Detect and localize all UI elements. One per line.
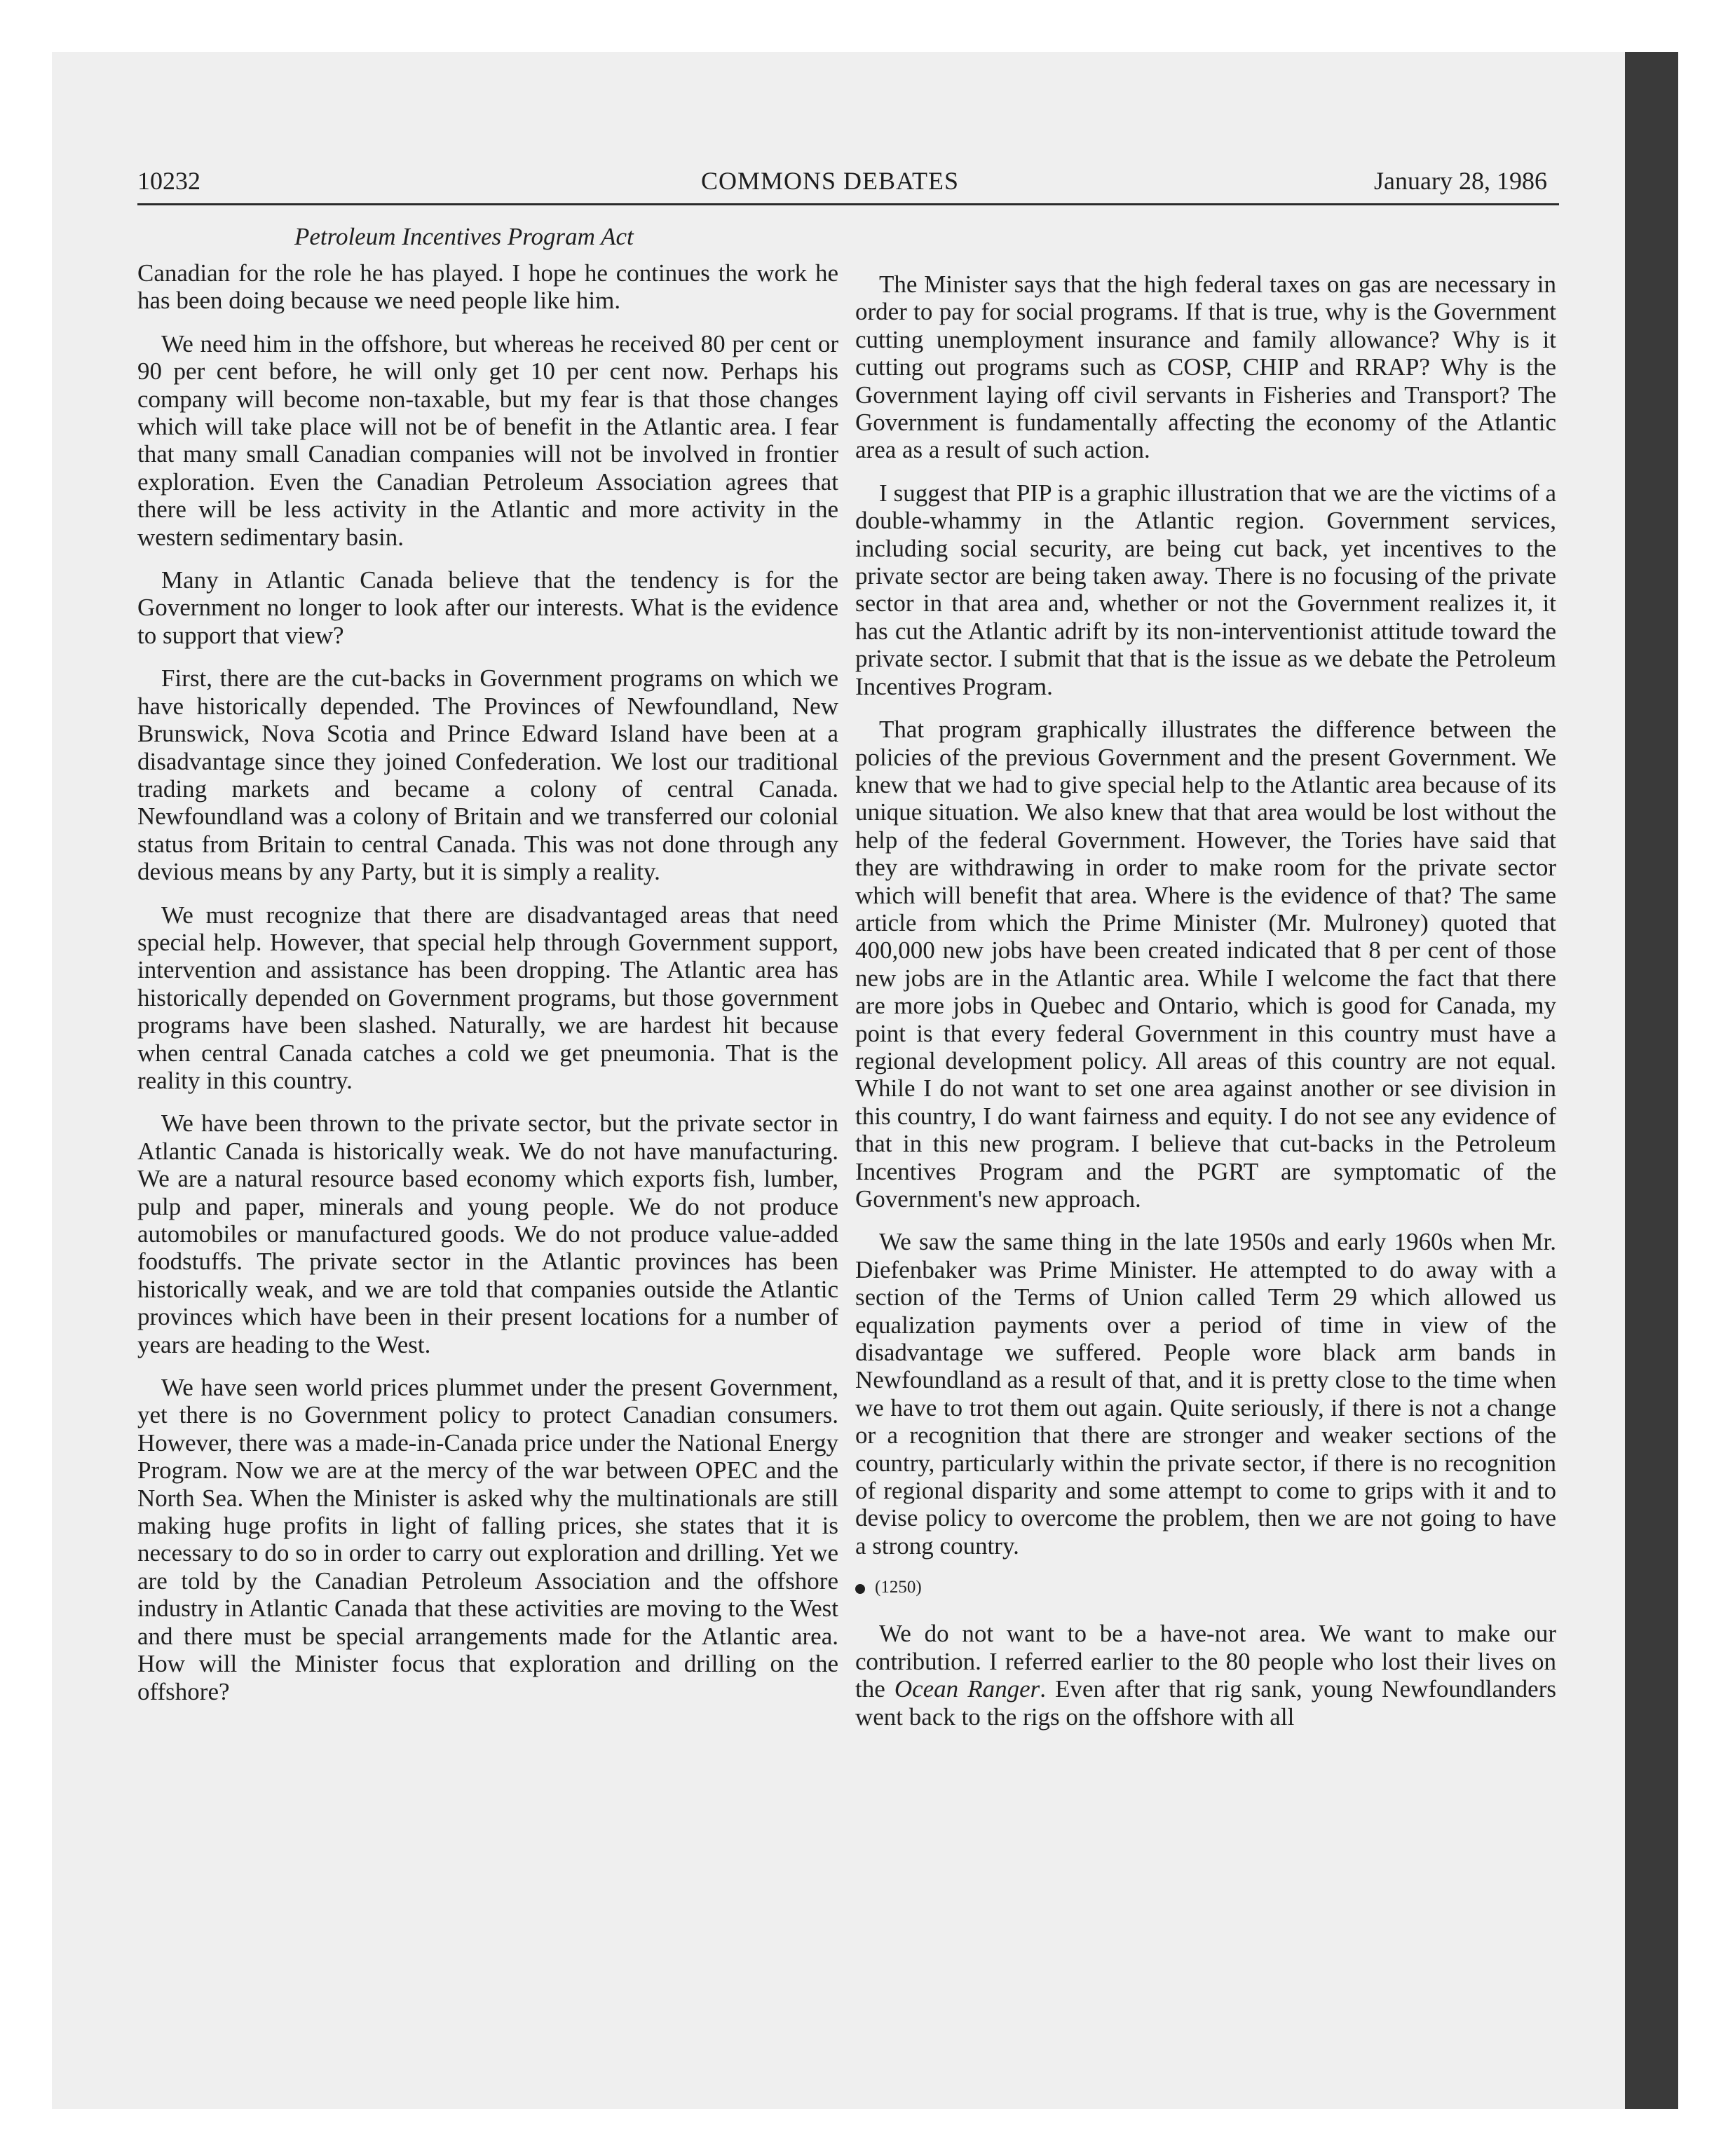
- bullet-icon: [855, 1584, 865, 1594]
- paragraph: That program graphically illustrates the difference between the policies of the previous Government and the present Government. We knew that we had to give special help to the Atlantic area because of its unique situation. We also knew that that area would be lost without the help of the federal Government. However, the Tories have said that they are withdrawing in order to make room for the private sector which will benefit that area. Where is the evidence of that? The same article from which the Prime Minister (Mr. Mulroney) quoted that 400,000 new jobs have been created indicated that 8 per cent of those new jobs are in the Atlantic area. While I welcome the fact that there are more jobs in Quebec and Ontario, which is good for Canada, my point is that every federal Government in this country must have a regional development policy. All areas of this country are not equal. While I do not want to set one area against another or see division in this country, I do want fairness and equity. I do not see any evidence of that in this new program. I believe that cut-backs in the Petroleum Incentives Program and the PGRT are symptomatic of the Government's new approach.: [855, 716, 1556, 1213]
- header-date: January 28, 1986: [1374, 167, 1547, 195]
- time-marker: [855, 1575, 1556, 1600]
- running-head: Petroleum Incentives Program Act: [294, 223, 634, 250]
- vessel-name: Ocean Ranger: [894, 1675, 1040, 1703]
- paragraph-text: We do not want to be a have-not area. We want to make our contribution. I referred earlier to the 80 people who lost their lives on the: [855, 1620, 1556, 1703]
- paragraph: We need him in the offshore, but whereas he received 80 per cent or 90 per cent before, he will only get 10 per cent now. Perhaps his company will become non-taxable, but my fear is that those changes which will take place will not be of benefit in the Atlantic area. I fear that many small Canadian companies will not be involved in frontier exploration. Even the Canadian Petroleum Association agrees that there will be less activity in the Atlantic and more activity in the western sedimentary basin.: [137, 329, 838, 551]
- paragraph: We saw the same thing in the late 1950s and early 1960s when Mr. Diefenbaker was Prime Minister. He attempted to do away with a section of the Terms of Union called Term 29 which allowed us equalization payments over a period of time in view of the disadvantage we suffered. People wore black arm bands in Newfoundland as a result of that, and it is pretty close to the time when we have to trot them out again. Quite seriously, if there is not a change or a recognition that there are stronger and weaker sections of the country, particularly within the private sector, if there is no recognition of regional disparity and some attempt to come to grips with it and to devise policy to overcome the problem, then we are not going to have a strong country.: [855, 1228, 1556, 1560]
- binding-edge: [1625, 52, 1678, 2109]
- paragraph: Many in Atlantic Canada believe that the tendency is for the Government no longer to look after our interests. What is the evidence to support that view?: [137, 566, 838, 649]
- paragraph: We must recognize that there are disadvantaged areas that need special help. However, that special help through Government support, intervention and assistance has been dropping. The Atlantic area has historically depended on Government programs, but those government programs have been slashed. Naturally, we are hardest hit because when central Canada catches a cold we get pneumonia. That is the reality in this country.: [137, 901, 838, 1094]
- time-marker-text: (1250): [875, 1578, 922, 1597]
- paragraph: Canadian for the role he has played. I hope he continues the work he has been doing because we need people like him.: [137, 259, 838, 315]
- header-rule: [137, 203, 1559, 205]
- paragraph: The Minister says that the high federal taxes on gas are necessary in order to pay for social programs. If that is true, why is the Government cutting unemployment insurance and family allowance? Why is it cutting out programs such as COSP, CHIP and RRAP? Why is the Government laying off civil servants in Fisheries and Transport? The Government is fundamentally affecting the economy of the Atlantic area as a result of such action.: [855, 271, 1556, 464]
- left-column: [137, 259, 838, 1721]
- paragraph: [855, 1620, 1556, 1731]
- paragraph-text: . Even after that rig sank, young Newfoundlanders went back to the rigs on the offshore with all: [855, 1675, 1556, 1731]
- paragraph: I suggest that PIP is a graphic illustration that we are the victims of a double-whammy in the Atlantic region. Government services, including social security, are being cut back, yet incentives to the private sector are being taken away. There is no focusing of the private sector in that area and, whether or not the Government realizes it, it has cut the Atlantic adrift by its non-interventionist attitude toward the private sector. I submit that that is the issue as we debate the Petroleum Incentives Program.: [855, 479, 1556, 700]
- journal-title: COMMONS DEBATES: [701, 167, 960, 195]
- paragraph: First, there are the cut-backs in Government programs on which we have historically depended. The Provinces of Newfoundland, New Brunswick, Nova Scotia and Prince Edward Island have been at a disadvantage since they joined Confederation. We lost our traditional trading markets and became a colony of central Canada. Newfoundland was a colony of Britain and we transferred our colonial status from Britain to central Canada. This was not done through any devious means by any Party, but it is simply a reality.: [137, 664, 838, 886]
- page-number: 10232: [137, 167, 200, 195]
- paragraph: We have seen world prices plummet under the present Government, yet there is no Government policy to protect Canadian consumers. However, there was a made-in-Canada price under the National Energy Program. Now we are at the mercy of the war between OPEC and the North Sea. When the Minister is asked why the multinationals are still making huge profits in light of falling prices, she states that it is necessary to do so in order to carry out exploration and drilling. Yet we are told by the Canadian Petroleum Association and the offshore industry in Atlantic Canada that these activities are moving to the West and there must be special arrangements made for the Atlantic area. How will the Minister focus that exploration and drilling on the offshore?: [137, 1374, 838, 1705]
- right-column: [855, 271, 1556, 1746]
- paragraph: We have been thrown to the private sector, but the private sector in Atlantic Canada is historically weak. We do not have manufacturing. We are a natural resource based economy which exports fish, lumber, pulp and paper, minerals and young people. We do not produce automobiles or manufactured goods. We do not produce value-added foodstuffs. The private sector in the Atlantic provinces has been historically weak, and we are told that companies outside the Atlantic provinces which have been in their present locations for a number of years are heading to the West.: [137, 1110, 838, 1358]
